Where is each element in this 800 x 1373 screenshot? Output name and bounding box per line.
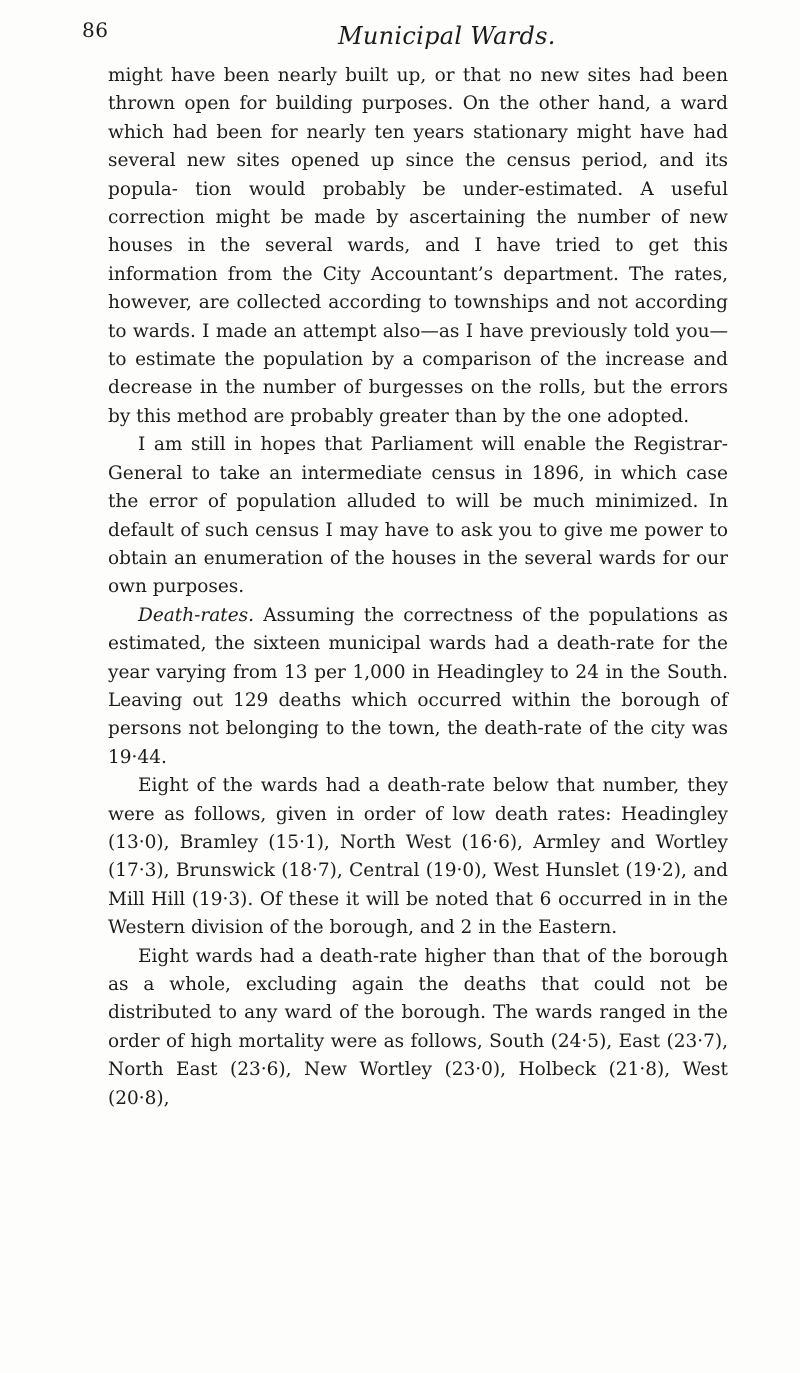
paragraph-continued: might have been nearly built up, or that no new sites had been thrown open for building purposes. On the other hand, a ward which had been for nearly ten years stationary might have had several new sites opened up since the census period, and its popula- tion would probably be under-estimated. A useful correction might be made by ascertaining the number of new houses in the several wards, and I have tried to get this information from the City Accountant’s department. The rates, however, are collected according to townships and not according to wards. I made an attempt also—as I have previously told you—to estimate the population by a comparison of the increase and decrease in the number of burgesses on the rolls, but the errors by this method are probably greater than by the one adopted.: [108, 65, 728, 427]
paragraph-intermediate-census: I am still in hopes that Parliament will enable the Registrar-General to take an intermediate census in 1896, in which case the error of population alluded to will be much minimized. In default of such census I may have to ask you to give me power to obtain an enumeration of the houses in the several wards for our own purposes.: [108, 434, 728, 598]
paragraph-death-rates: [108, 602, 728, 772]
page-number: 86: [82, 18, 109, 42]
running-title: Municipal Wards.: [338, 22, 556, 50]
paragraph-death-rates-text: Assuming the correctness of the populations as estimated, the sixteen municipal wards had a death-rate for the year varying from 13 per 1,000 in Headingley to 24 in the South. Leaving out 129 deaths which occurred within the borough of persons not belonging to the town, the death-rate of the city was 19·44.: [108, 604, 728, 768]
body-text: [108, 62, 728, 1113]
section-heading-death-rates: Death-rates.: [138, 604, 255, 626]
paragraph-low-death-rate-wards: Eight of the wards had a death-rate below that number, they were as follows, given in order of low death rates: Headingley (13·0), Bramley (15·1), North West (16·6), Armley and Wortley (17·3), Brunswick (18·7), Central (19·0), West Hunslet (19·2), and Mill Hill (19·3). Of these it will be noted that 6 occurred in in the Western division of the borough, and 2 in the Eastern.: [108, 775, 728, 939]
paragraph-high-death-rate-wards: Eight wards had a death-rate higher than that of the borough as a whole, excluding again the deaths that could not be distributed to any ward of the borough. The wards ranged in the order of high mortality were as follows, South (24·5), East (23·7), North East (23·6), New Wortley (23·0), Holbeck (21·8), West (20·8),: [108, 945, 728, 1109]
